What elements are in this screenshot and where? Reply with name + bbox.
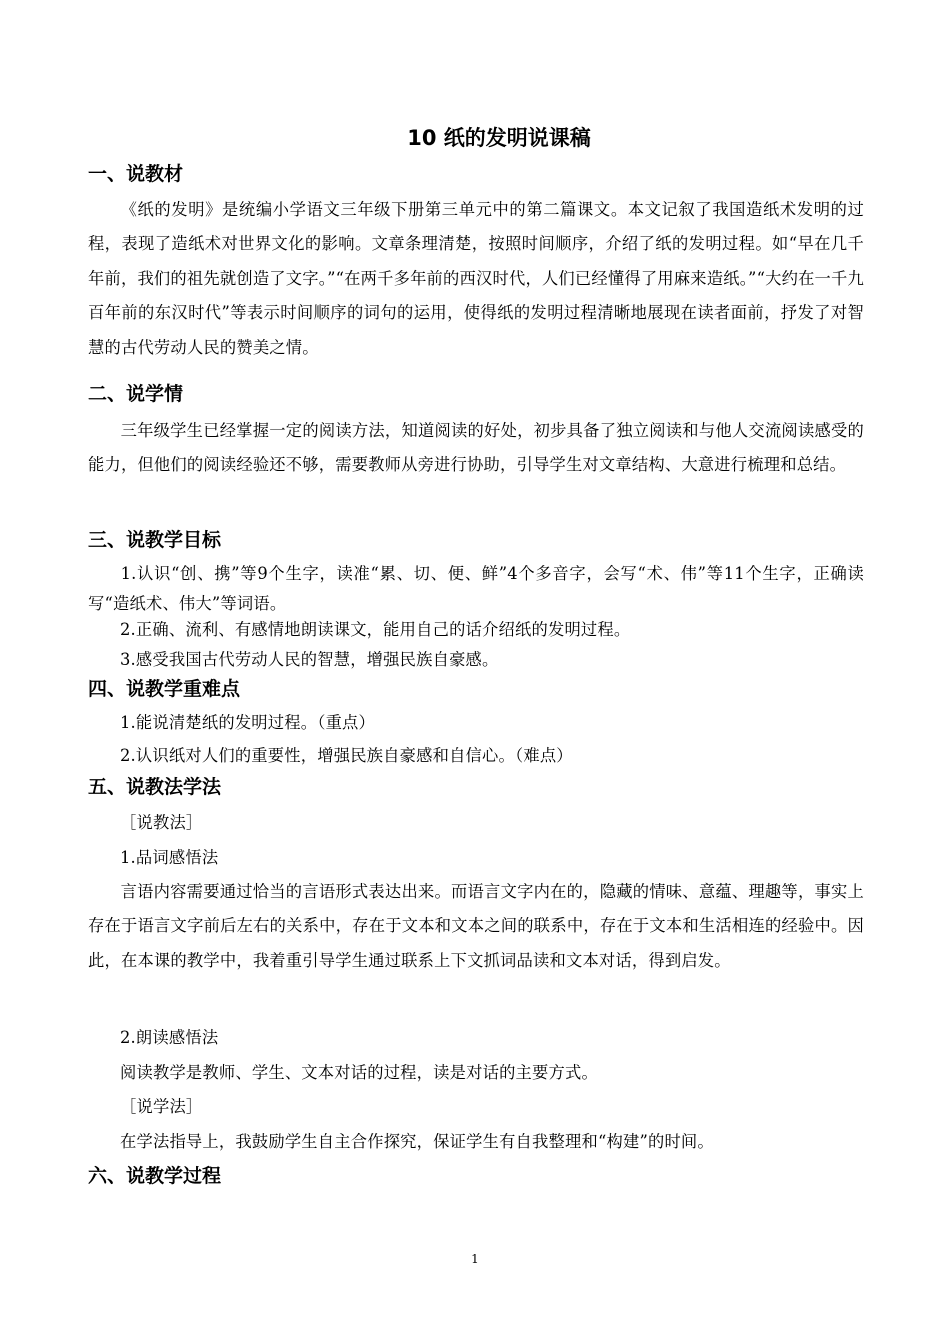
paragraph: 《纸的发明》是统编小学语文三年级下册第三单元中的第二篇课文。本文记叙了我国造纸术发明的过程，表现了造纸术对世界文化的影响。文章条理清楚，按照时间顺序，介绍了纸的发明过程。如“早在几千年前，我们的祖先就创造了文字。”“在两千多年前的西汉时代，人们已经懂得了用麻来造纸。”“大约在一千九百年前的东汉时代”等表示时间顺序的词句的运用，使得纸的发明过程清晰地展现在读者面前，抒发了对智慧的古代劳动人民的赞美之情。 [88, 200, 864, 357]
list-item: 3.感受我国古代劳动人民的智慧，增强民族自豪感。 [120, 650, 499, 669]
document-title: 10 纸的发明说课稿 [407, 126, 591, 150]
section-heading: 二、说学情 [88, 383, 184, 405]
page-number: 1 [471, 1252, 479, 1266]
method-title: 1.品词感悟法 [120, 848, 219, 867]
list-item: 1.能说清楚纸的发明过程。（重点） [120, 713, 376, 732]
paragraph: 言语内容需要通过恰当的言语形式表达出来。而语言文字内在的，隐藏的情味、意蕴、理趣等，事实上存在于语言文字前后左右的关系中，存在于文本和文本之间的联系中，存在于文本和生活相连的经验中。因此，在本课的教学中，我着重引导学生通过联系上下文抓词品读和文本对话，得到启发。 [88, 882, 864, 970]
paragraph: 在学法指导上，我鼓励学生自主合作探究，保证学生有自我整理和“构建”的时间。 [120, 1132, 714, 1151]
section-heading: 五、说教法学法 [88, 776, 222, 798]
paragraph: 三年级学生已经掌握一定的阅读方法，知道阅读的好处，初步具备了独立阅读和与他人交流阅读感受的能力，但他们的阅读经验还不够，需要教师从旁进行协助，引导学生对文章结构、大意进行梳理和总结。 [88, 421, 864, 475]
list-item: 2.正确、流利、有感情地朗读课文，能用自己的话介绍纸的发明过程。 [120, 620, 631, 639]
section-heading: 六、说教学过程 [88, 1165, 222, 1187]
method-title: 2.朗读感悟法 [120, 1028, 219, 1047]
subsection-label: ［说教法］ [120, 813, 203, 832]
section-heading: 三、说教学目标 [88, 529, 222, 551]
list-item: 2.认识纸对人们的重要性，增强民族自豪感和自信心。（难点） [120, 746, 573, 765]
list-item: 1.认识“创、携”等9个生字，读准“累、切、便、鲜”4个多音字，会写“术、伟”等11个生字，正确读写“造纸术、伟大”等词语。 [88, 564, 864, 613]
subsection-label: ［说学法］ [120, 1097, 203, 1116]
paragraph: 阅读教学是教师、学生、文本对话的过程，读是对话的主要方式。 [120, 1063, 598, 1082]
section-heading: 一、说教材 [88, 163, 184, 185]
section-heading: 四、说教学重难点 [88, 678, 241, 700]
